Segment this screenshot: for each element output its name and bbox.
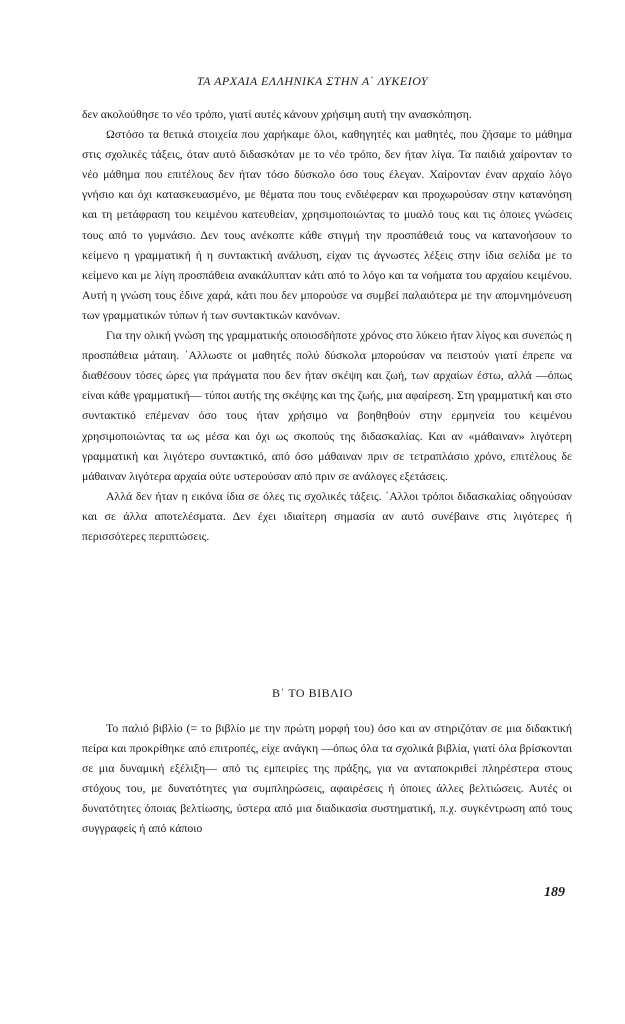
paragraph: Για την ολική γνώση της γραμματικής οποιοσδήποτε χρόνος στο λύκειο ήταν λίγος και συνεπώς η προσπάθεια μάταιη. ΄Αλλωστε οι μαθητές πολύ δύσκολα μπορούσαν να πειστούν γιατί έπρεπε να διαθέσουν τόσες ώρες για πράγματα που δεν ήταν σκέψη και ζωή, των αρχαίων έστω, αλλά —όπως είναι κάθε γραμματική— τύποι αυτής της σκέψης και της ζωής, μια αφαίρεση. Στη γραμματική και στο συντακτικό επέμεναν όσο τους ήταν χρήσιμο να βοηθηθούν στην ερμηνεία του κειμένου χρησιμοποιώντας τα ως μέσα και όχι ως σκοπούς της διδασκαλίας. Και αν «μάθαιναν» λιγότερη γραμματική και λιγότερο συντακτικό, από όσο μάθαιναν πριν σε τετραπλάσιο χρόνο, επιτέλους δε μάθαιναν λιγότερα αρχαία ούτε υστερούσαν από πριν σε ανάλογες εξετάσεις. <box>82 328 572 483</box>
paragraph: Αλλά δεν ήταν η εικόνα ίδια σε όλες τις σχολικές τάξεις. ΄Αλλοι τρόποι διδασκαλίας οδηγούσαν και σε άλλα αποτελέσματα. Δεν έχει ιδιαίτερη σημασία αν αυτό συνέβαινε στις λιγότερες ή περισσότερες περιπτώσεις. <box>82 488 572 543</box>
running-head: ΤΑ ΑΡΧΑΙΑ ΕΛΛΗΝΙΚΑ ΣΤΗΝ Α΄ ΛΥΚΕΙΟΥ <box>196 74 429 88</box>
section-heading: Β΄ ΤΟ ΒΙΒΛΙΟ <box>272 686 353 700</box>
section-text <box>82 718 572 839</box>
paragraph-continuation: δεν ακολούθησε το νέο τρόπο, γιατί αυτές κάνουν χρήσιμη αυτή την ανασκόπηση. <box>82 107 472 121</box>
page-number: 189 <box>544 885 565 900</box>
body-text <box>82 104 572 546</box>
paragraph: Ωστόσο τα θετικά στοιχεία που χαρήκαμε όλοι, καθηγητές και μαθητές, που ζήσαμε το μάθημα στις σχολικές τάξεις, όταν αυτό διδασκόταν με το νέο τρόπο, δεν ήταν λίγα. Τα παιδιά χαίρονταν το νέο μάθημα που επιτέλους δεν ήταν τόσο δύσκολο όσο τους έλεγαν. Χαίρονταν έναν αρχαίο λόγο γνήσιο και όχι κατασκευασμένο, με θέματα που τους ενδιέφεραν και προχωρούσαν στην κατανόηση και τη μετάφραση του κειμένου κατευθείαν, χρησιμοποιώντας το μυαλό τους και τις όποιες γνώσεις τους από το γυμνάσιο. Δεν τους ανέκοπτε κάθε στιγμή την προσπάθειά τους να κατανοήσουν το κείμενο η γραμματική ή η συντακτική ανάλυση, είχαν τις άγνωστες λέξεις στην ίδια σελίδα με το κείμενο και με λίγη προσπάθεια ανακάλυπταν κάτι από το λόγο και τα νοήματα του αρχαίου κειμένου. Αυτή η γνώση τους έδινε χαρά, κάτι που δεν μπορούσε να συμβεί παλαιότερα με την απομνημόνευση των γραμματικών τύπων ή των συντακτικών κανόνων. <box>82 127 572 322</box>
paragraph: Το παλιό βιβλίο (= το βιβλίο με την πρώτη μορφή του) όσο και αν στηριζόταν σε μια διδακτική πείρα και προκρίθηκε από επιτροπές, είχε ανάγκη —όπως όλα τα σχολικά βιβλία, γιατί όλα βρίσκονται σε μια δυναμική εξέλιξη— από τις εμπειρίες της πράξης, για να ανταποκριθεί πληρέστερα στους στόχους του, με δυνατότητες για συμπληρώσεις, αφαιρέσεις ή όποιες άλλες βελτιώσεις. Αυτές οι δυνατότητες όποιας βελτίωσης, ύστερα από μια διαδικασία συστηματική, π.χ. συγκέντρωση από τους συγγραφείς ή από κάποιο <box>82 721 572 836</box>
